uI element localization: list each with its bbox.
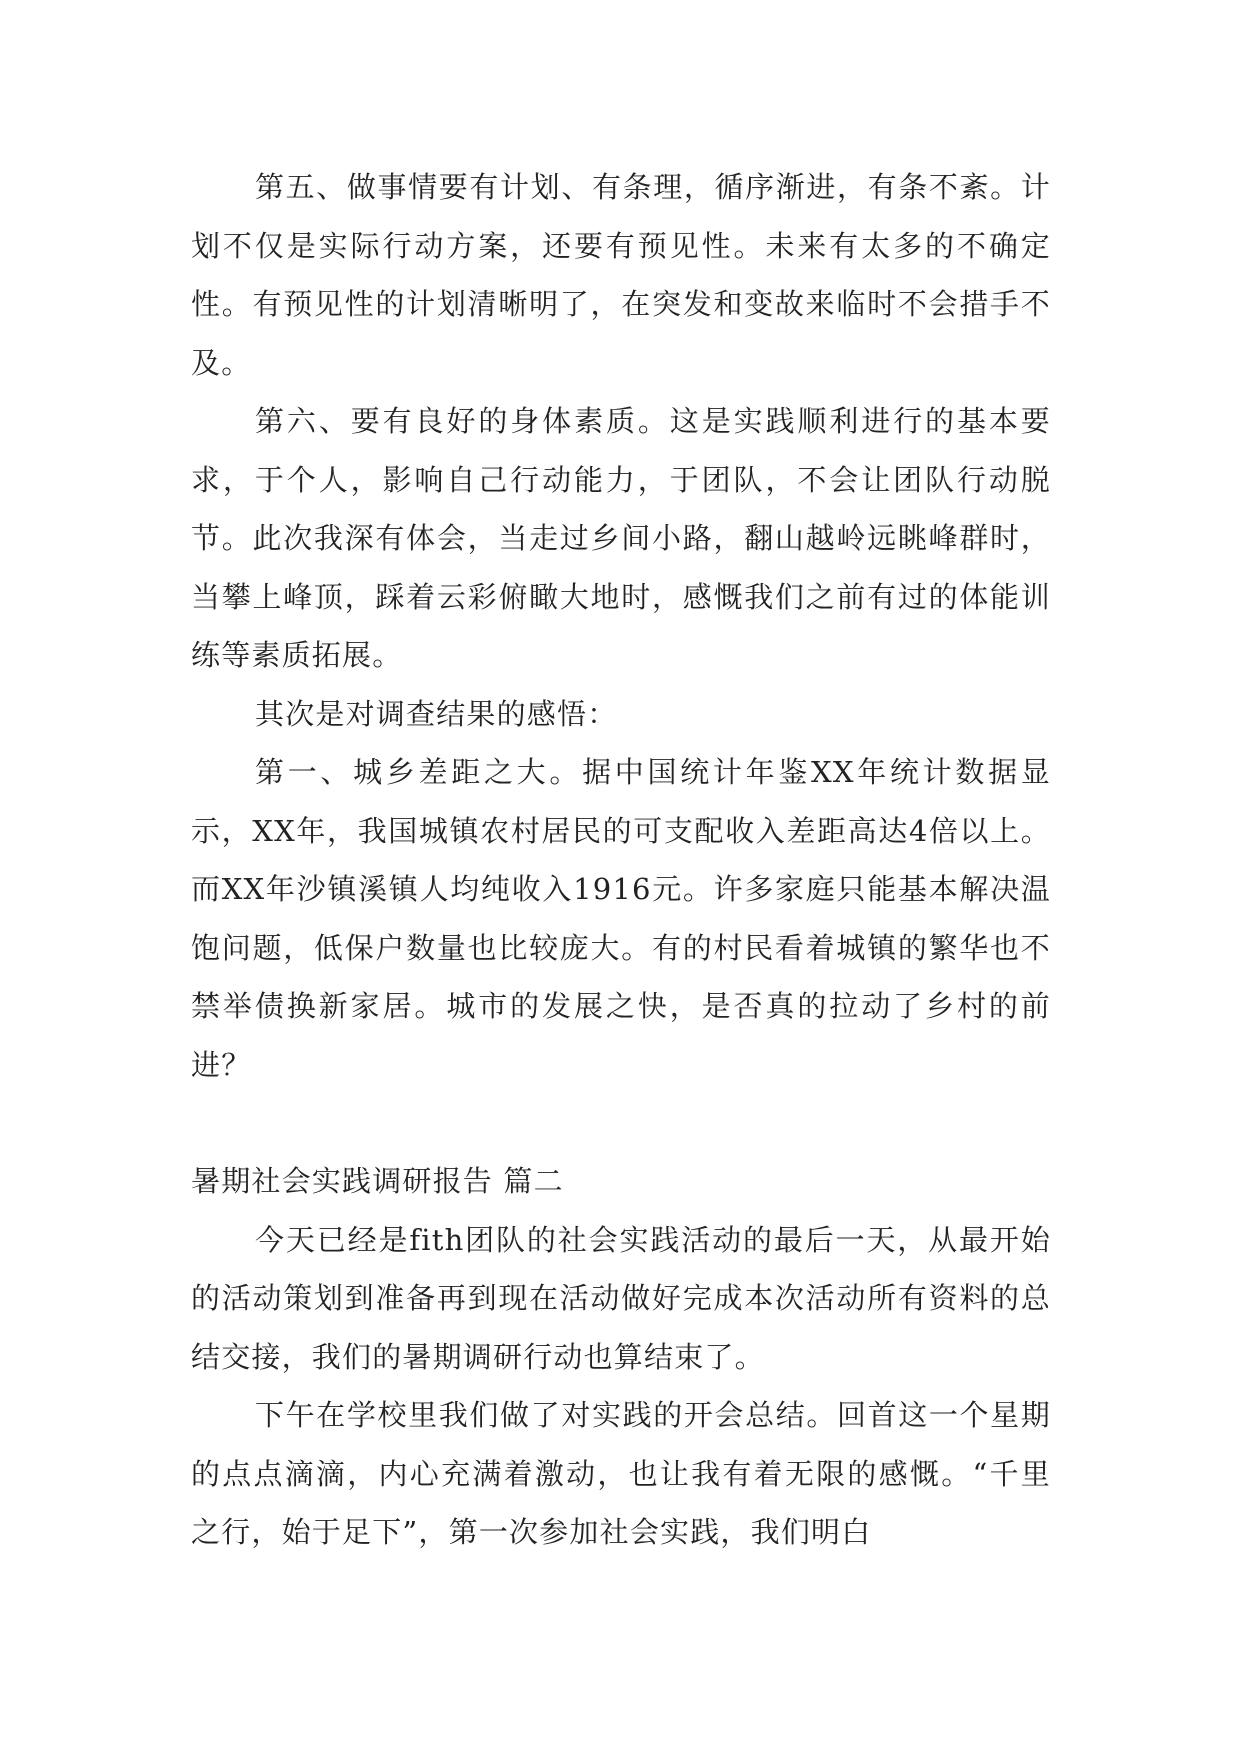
paragraph-afternoon-summary: 下午在学校里我们做了对实践的开会总结。回首这一个星期的点点滴滴，内心充满着激动，也让我有着无限的感慨。“千里之行，始于足下”，第一次参加社会实践，我们明白 <box>191 1398 1051 1549</box>
paragraph-sixth-point: 第六、要有良好的身体素质。这是实践顺利进行的基本要求，于个人，影响自己行动能力，于团队，不会让团队行动脱节。此次我深有体会，当走过乡间小路，翻山越岭远眺峰群时，当攀上峰顶，踩着云彩俯瞰大地时，感慨我们之前有过的体能训练等素质拓展。 <box>191 404 1051 672</box>
paragraph-survey-intro: 其次是对调查结果的感悟： <box>255 696 618 731</box>
paragraph-urban-rural-gap: 第一、城乡差距之大。据中国统计年鉴XX年统计数据显示，XX年，我国城镇农村居民的可支配收入差距高达4倍以上。而XX年沙镇溪镇人均纯收入1916元。许多家庭只能基本解决温饱问题，低保户数量也比较庞大。有的村民看着城镇的繁华也不禁举债换新家居。城市的发展之快，是否真的拉动了乡村的前进？ <box>191 755 1051 1082</box>
document-body <box>191 158 1051 1562</box>
paragraph-fifth-point: 第五、做事情要有计划、有条理，循序渐进，有条不紊。计划不仅是实际行动方案，还要有预见性。未来有太多的不确定性。有预见性的计划清晰明了，在突发和变故来临时不会措手不及。 <box>191 170 1051 380</box>
paragraph-last-day: 今天已经是fith团队的社会实践活动的最后一天，从最开始的活动策划到准备再到现在活动做好完成本次活动所有资料的总结交接，我们的暑期调研行动也算结束了。 <box>191 1222 1051 1374</box>
section-heading: 暑期社会实践调研报告 篇二 <box>191 1164 564 1198</box>
